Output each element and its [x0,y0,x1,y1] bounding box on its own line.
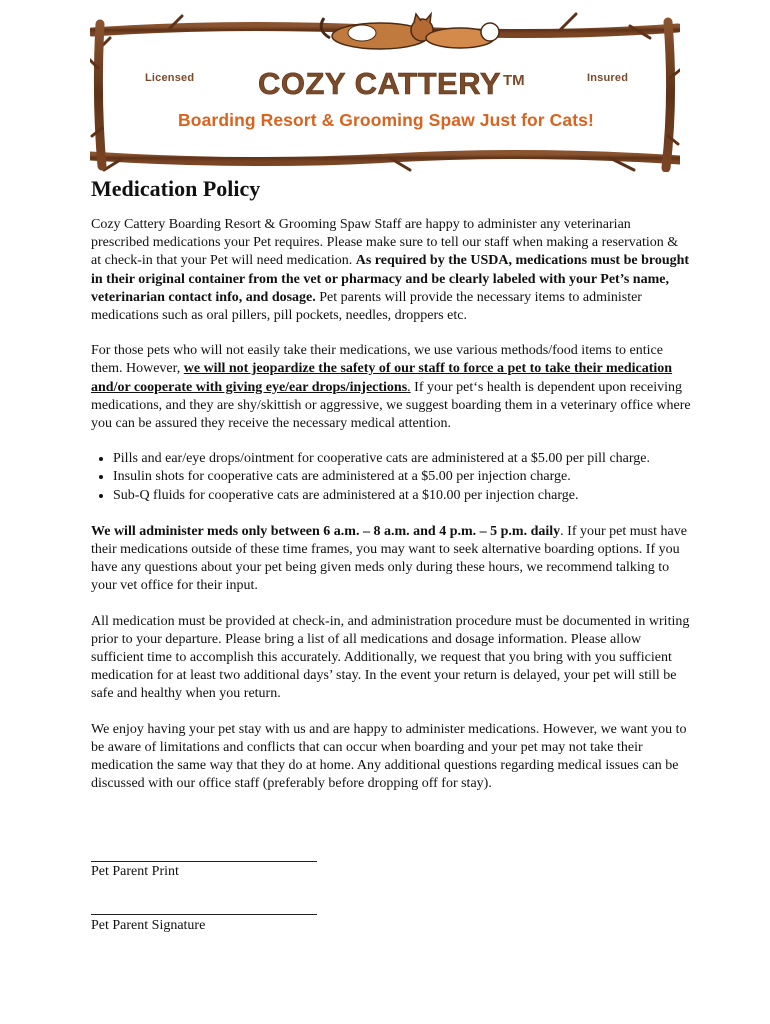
list-item: • Pills and ear/eye drops/ointment for cooperative cats are administered at a $5.00 per pill charge. [113,450,691,468]
difficult-pets-rest: If your pet‘s health is dependent upon receiving medications, and they are shy/skittish or aggressive, we suggest boarding them in a veterinary office where you can be assured they receive the necessary medical attention. [91,379,691,432]
sleeping-cats-illustration [310,8,510,52]
paragraph-intro [91,216,691,325]
staff-safety-period: . [407,379,411,395]
page-title: Medication Policy [91,176,261,201]
insured-badge: Insured [587,72,629,84]
paragraph-check-in: All medication must be provided at check-in, and administration procedure must be documented in writing prior to your departure. Please bring a list of all medications and dosage information. Please allow sufficient time to accomplish this accurately. Additionally, we request that you bring with you sufficient medication for at least two additional days’ stay. In the event your return is delayed, your pet will still be safe and healthy when you return. [91,613,690,702]
paragraph-schedule [91,523,691,596]
brand-tagline: Boarding Resort & Grooming Spaw Just for Cats! [178,110,594,130]
list-item: • Insulin shots for cooperative cats are administered at a $5.00 per injection charge. [113,468,691,486]
header-banner [90,8,680,172]
schedule-rest: . If your pet must have their medications outside of these time frames, you may want to seek alternative boarding options. If you have any questions about your pet being given meds only during these hours, we recommend talking to your vet office for their input. [91,523,687,594]
trademark-mark: TM [503,72,525,89]
pet-parent-signature-line[interactable] [91,914,317,915]
paragraph-intro-text: Cozy Cattery Boarding Resort & Grooming Spaw Staff are happy to administer any veterinarian prescribed medications your Pet requires. Please make sure to tell our staff when making a reservation & at check-in that your Pet will need medication. [91,217,679,269]
licensed-badge: Licensed [145,72,195,84]
pet-parent-print-line[interactable] [91,861,317,862]
paragraph-limitations: We enjoy having your pet stay with us and are happy to administer medications. However, we want you to be aware of limitations and conflicts that can occur when boarding and your pet may not take their medication the same way that they do at home. Any additional questions regarding medical issues can be discussed with our office staff (preferably before dropping off for stay). [91,721,687,792]
pet-parent-signature-label: Pet Parent Signature [91,918,206,933]
brand-logo-text: COZY CATTERY [258,66,502,101]
medication-charges-list [91,450,691,505]
staff-safety-statement: we will not jeopardize the safety of our staff to force a pet to take their medication and/or cooperate with giving eye/ear drops/injections [91,361,673,395]
pet-parent-print-label: Pet Parent Print [91,864,179,879]
policy-document [91,176,691,810]
list-item: • Sub-Q fluids for cooperative cats are administered at a $10.00 per injection charge. [113,487,691,505]
paragraph-difficult-pets [91,342,691,433]
usda-requirement: As required by the USDA, medications must be brought in their original container from the vet or pharmacy and be clearly labeled with your Pet’s name, veterinarian contact info, and dosage. [91,253,690,305]
paragraph-intro-rest: Pet parents will provide the necessary items to administer medications such as oral pillers, pill pockets, needles, droppers etc. [91,289,642,324]
administration-hours: We will administer meds only between 6 a.m. – 8 a.m. and 4 p.m. – 5 p.m. daily [91,523,561,539]
difficult-pets-intro: For those pets who will not easily take their medications, we use various methods/food items to entice them. However, [91,343,663,377]
